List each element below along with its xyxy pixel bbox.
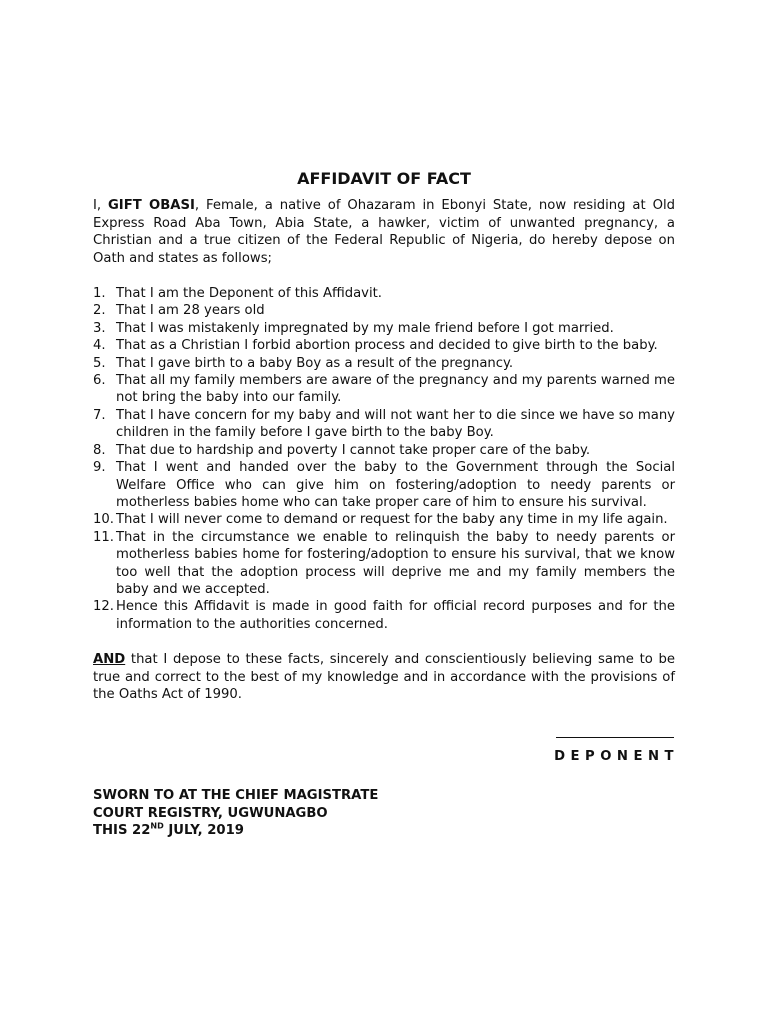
item-text: That I went and handed over the baby to the Government through the Social Welfare Office who can give him on fostering/adoption to needy parents or motherless babies home who can take proper care of him to ensure his survival.: [116, 460, 675, 510]
item-text: That due to hardship and poverty I cannot take proper care of the baby.: [116, 442, 591, 458]
closing-rest: that I depose to these facts, sincerely and conscientiously believing same to be true and correct to the best of my knowledge and in accordance with the provisions of the Oaths Act of 1990.: [93, 652, 675, 702]
list-item: [93, 459, 675, 511]
signature-line: [556, 737, 674, 738]
item-text: Hence this Affidavit is made in good faith for official record purposes and for the information to the authorities concerned.: [116, 599, 675, 632]
list-item: [93, 598, 675, 633]
list-item: [93, 355, 675, 372]
item-text: That in the circumstance we enable to relinquish the baby to needy parents or motherless babies home for fostering/adoption to ensure his survival, that we know too well that the adoption process will deprive me and my family members the baby and we accepted.: [116, 529, 675, 597]
item-number: 3.: [93, 320, 106, 336]
closing-and: AND: [93, 652, 126, 668]
closing-paragraph: [93, 651, 675, 703]
item-number: 5.: [93, 355, 106, 371]
list-item: [93, 529, 675, 599]
item-text: That I am 28 years old: [116, 303, 265, 319]
list-item: [93, 337, 675, 354]
item-number: 8.: [93, 442, 106, 458]
sworn-line-3: [93, 822, 675, 840]
sworn-line-2: COURT REGISTRY, UGWUNAGBO: [93, 805, 328, 821]
signature-block: [93, 726, 679, 765]
item-text: That all my family members are aware of the pregnancy and my parents warned me not bring the baby into our family.: [116, 373, 675, 406]
item-number: 1.: [93, 286, 106, 302]
list-item: [93, 302, 675, 319]
list-item: [93, 285, 675, 302]
item-number: 11.: [93, 529, 114, 545]
depositions-list: [93, 285, 675, 633]
item-number: 12.: [93, 599, 114, 615]
item-text: That I gave birth to a baby Boy as a result of the pregnancy.: [116, 355, 514, 371]
document-title: AFFIDAVIT OF FACT: [297, 169, 471, 188]
sworn-date-suffix: ND: [150, 821, 164, 831]
item-number: 6.: [93, 373, 106, 389]
item-number: 2.: [93, 303, 106, 319]
sworn-date-rest: JULY, 2019: [163, 823, 244, 839]
item-text: That I will never come to demand or request for the baby any time in my life again.: [116, 512, 668, 528]
item-number: 10.: [93, 512, 114, 528]
list-item: [93, 407, 675, 442]
item-number: 7.: [93, 407, 106, 423]
sworn-block: [93, 787, 675, 840]
intro-paragraph: [93, 197, 675, 267]
list-item: [93, 511, 675, 528]
item-text: That I was mistakenly impregnated by my male friend before I got married.: [116, 320, 614, 336]
deponent-name: GIFT OBASI: [107, 198, 195, 214]
item-text: That I have concern for my baby and will not want her to die since we have so many children in the family before I gave birth to the baby Boy.: [116, 407, 675, 441]
deponent-label: DEPONENT: [554, 748, 679, 764]
sworn-date-prefix: THIS 22: [93, 823, 151, 839]
item-text: That I am the Deponent of this Affidavit.: [116, 286, 383, 302]
intro-rest: , Female, a native of Ohazaram in Ebonyi State, now residing at Old Express Road Aba Town, Abia State, a hawker, victim of unwanted pregnancy, a Christian and a true citizen of the Federal Republic of Nigeria, do hereby depose on Oath and states as follows;: [93, 198, 675, 266]
list-item: [93, 442, 675, 459]
item-number: 9.: [93, 460, 106, 476]
sworn-line-1: SWORN TO AT THE CHIEF MAGISTRATE: [93, 788, 379, 804]
item-number: 4.: [93, 338, 106, 354]
list-item: [93, 320, 675, 337]
affidavit-document: [93, 169, 679, 840]
intro-prefix: I,: [93, 198, 108, 214]
item-text: That as a Christian I forbid abortion process and decided to give birth to the baby.: [116, 338, 658, 354]
list-item: [93, 372, 675, 407]
